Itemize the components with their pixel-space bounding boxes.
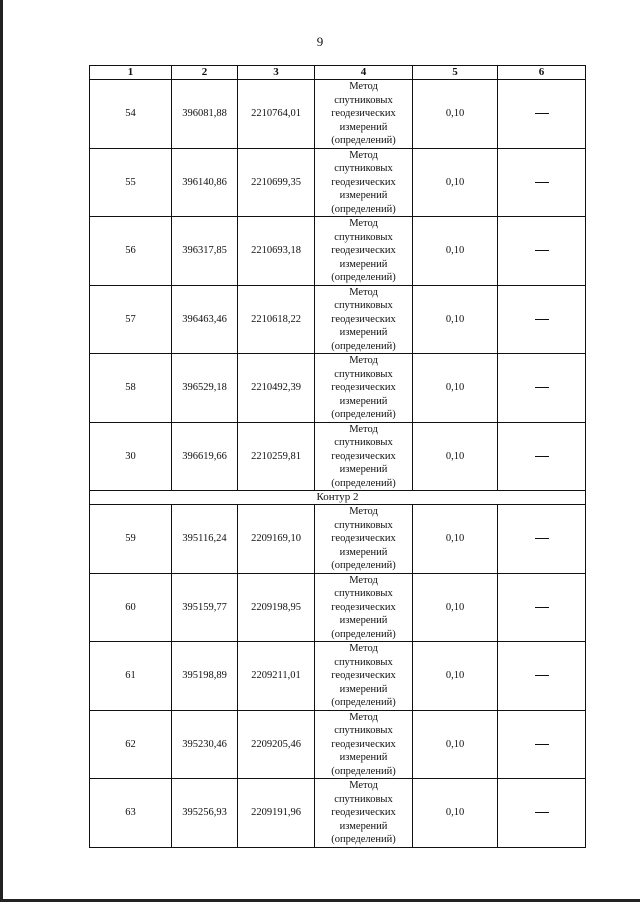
accuracy-value: 0,10 — [413, 422, 498, 491]
method-cell — [315, 285, 413, 354]
method-line: Метод — [349, 218, 378, 229]
method-line: Метод — [349, 506, 378, 517]
empty-dash-cell — [498, 80, 586, 149]
method-line: (определений) — [331, 409, 396, 420]
coordinate-x: 396317,85 — [172, 217, 238, 286]
method-line: геодезических — [331, 738, 396, 750]
dash-icon — [535, 812, 549, 813]
accuracy-value: 0,10 — [413, 148, 498, 217]
coordinate-x: 395256,93 — [172, 779, 238, 848]
method-line: спутниковых — [334, 231, 393, 243]
table-row — [90, 80, 586, 149]
method-cell — [315, 217, 413, 286]
coordinate-y: 2210699,35 — [238, 148, 315, 217]
method-line: (определений) — [331, 697, 396, 708]
coordinate-y: 2209198,95 — [238, 573, 315, 642]
method-line: спутниковых — [334, 793, 393, 805]
method-line: измерений — [339, 820, 388, 832]
section-title: Контур 2 — [90, 491, 586, 505]
method-line: измерений — [339, 546, 388, 558]
table-row — [90, 710, 586, 779]
method-line: Метод — [349, 780, 378, 791]
method-line: Метод — [349, 423, 378, 435]
empty-dash-cell — [498, 779, 586, 848]
table-row — [90, 422, 586, 491]
coordinate-x: 396529,18 — [172, 354, 238, 423]
method-line: измерений — [339, 190, 388, 201]
dash-icon — [535, 182, 549, 183]
empty-dash-cell — [498, 710, 586, 779]
method-line: измерений — [339, 752, 388, 763]
coordinate-y: 2210618,22 — [238, 285, 315, 354]
method-line: Метод — [349, 574, 378, 586]
method-line: геодезических — [331, 601, 396, 613]
table-row — [90, 217, 586, 286]
method-line: (определений) — [331, 135, 396, 146]
coordinate-y: 2209169,10 — [238, 505, 315, 574]
table-row — [90, 505, 586, 574]
coordinate-y: 2210693,18 — [238, 217, 315, 286]
dash-icon — [535, 675, 549, 676]
method-line: измерений — [339, 327, 388, 338]
point-number: 54 — [90, 80, 172, 149]
method-line: измерений — [339, 683, 388, 695]
method-line: спутниковых — [334, 368, 393, 380]
dash-icon — [535, 744, 549, 745]
method-line: (определений) — [331, 203, 396, 215]
coordinate-x: 395159,77 — [172, 573, 238, 642]
column-header-3: 3 — [238, 66, 315, 80]
table-row — [90, 779, 586, 848]
column-header-2: 2 — [172, 66, 238, 80]
accuracy-value: 0,10 — [413, 285, 498, 354]
scan-edge-left — [0, 0, 3, 902]
dash-icon — [535, 456, 549, 457]
method-line: измерений — [339, 121, 388, 133]
dash-icon — [535, 250, 549, 251]
coordinate-y: 2210492,39 — [238, 354, 315, 423]
accuracy-value: 0,10 — [413, 573, 498, 642]
dash-icon — [535, 113, 549, 114]
method-line: Метод — [349, 711, 378, 723]
method-line: спутниковых — [334, 656, 393, 668]
method-line: спутниковых — [334, 437, 393, 448]
method-cell — [315, 80, 413, 149]
method-line: спутниковых — [334, 725, 393, 736]
empty-dash-cell — [498, 217, 586, 286]
point-number: 58 — [90, 354, 172, 423]
coordinate-y: 2209191,96 — [238, 779, 315, 848]
point-number: 55 — [90, 148, 172, 217]
accuracy-value: 0,10 — [413, 217, 498, 286]
method-line: геодезических — [331, 313, 396, 325]
empty-dash-cell — [498, 285, 586, 354]
column-header-5: 5 — [413, 66, 498, 80]
point-number: 63 — [90, 779, 172, 848]
column-header-6: 6 — [498, 66, 586, 80]
coordinate-x: 396619,66 — [172, 422, 238, 491]
dash-icon — [535, 607, 549, 608]
method-cell — [315, 148, 413, 217]
coordinate-x: 395230,46 — [172, 710, 238, 779]
accuracy-value: 0,10 — [413, 354, 498, 423]
method-line: спутниковых — [334, 588, 393, 599]
method-line: измерений — [339, 464, 388, 475]
coordinate-y: 2210259,81 — [238, 422, 315, 491]
point-number: 60 — [90, 573, 172, 642]
coordinate-x: 395198,89 — [172, 642, 238, 711]
method-line: (определений) — [331, 834, 396, 845]
empty-dash-cell — [498, 505, 586, 574]
point-number: 56 — [90, 217, 172, 286]
method-line: (определений) — [331, 765, 396, 777]
coordinate-y: 2209211,01 — [238, 642, 315, 711]
point-number: 61 — [90, 642, 172, 711]
coordinate-x: 396140,86 — [172, 148, 238, 217]
method-line: измерений — [339, 395, 388, 407]
method-line: Метод — [349, 643, 378, 654]
method-line: (определений) — [331, 560, 396, 571]
accuracy-value: 0,10 — [413, 779, 498, 848]
empty-dash-cell — [498, 422, 586, 491]
coordinate-x: 396463,46 — [172, 285, 238, 354]
method-line: Метод — [349, 81, 378, 92]
method-cell — [315, 354, 413, 423]
method-line: (определений) — [331, 477, 396, 489]
method-line: измерений — [339, 258, 388, 270]
table-row — [90, 148, 586, 217]
table-row — [90, 354, 586, 423]
column-header-1: 1 — [90, 66, 172, 80]
method-line: геодезических — [331, 245, 396, 256]
method-line: спутниковых — [334, 94, 393, 106]
method-cell — [315, 573, 413, 642]
accuracy-value: 0,10 — [413, 505, 498, 574]
dash-icon — [535, 387, 549, 388]
column-header-4: 4 — [315, 66, 413, 80]
method-cell — [315, 779, 413, 848]
table-row — [90, 642, 586, 711]
method-line: геодезических — [331, 807, 396, 818]
method-line: геодезических — [331, 108, 396, 119]
method-cell — [315, 422, 413, 491]
method-line: геодезических — [331, 670, 396, 681]
method-line: Метод — [349, 286, 378, 298]
method-line: геодезических — [331, 382, 396, 393]
empty-dash-cell — [498, 354, 586, 423]
accuracy-value: 0,10 — [413, 642, 498, 711]
method-line: (определений) — [331, 628, 396, 640]
method-cell — [315, 505, 413, 574]
method-cell — [315, 710, 413, 779]
empty-dash-cell — [498, 148, 586, 217]
method-line: (определений) — [331, 340, 396, 352]
method-line: измерений — [339, 615, 388, 626]
dash-icon — [535, 538, 549, 539]
coordinate-y: 2209205,46 — [238, 710, 315, 779]
page-number: 9 — [316, 34, 324, 49]
method-line: геодезических — [331, 450, 396, 462]
method-line: спутниковых — [334, 163, 393, 174]
point-number: 59 — [90, 505, 172, 574]
coordinate-y: 2210764,01 — [238, 80, 315, 149]
table-row — [90, 573, 586, 642]
method-line: геодезических — [331, 176, 396, 188]
coordinates-table — [89, 65, 586, 848]
point-number: 30 — [90, 422, 172, 491]
method-line: Метод — [349, 355, 378, 366]
method-line: геодезических — [331, 533, 396, 544]
table-row — [90, 285, 586, 354]
table-body — [90, 80, 586, 848]
accuracy-value: 0,10 — [413, 80, 498, 149]
method-line: спутниковых — [334, 519, 393, 531]
empty-dash-cell — [498, 573, 586, 642]
dash-icon — [535, 319, 549, 320]
accuracy-value: 0,10 — [413, 710, 498, 779]
method-line: Метод — [349, 149, 378, 161]
coordinate-x: 395116,24 — [172, 505, 238, 574]
table-header — [90, 66, 586, 80]
method-cell — [315, 642, 413, 711]
method-line: (определений) — [331, 272, 396, 283]
section-row — [90, 491, 586, 505]
method-line: спутниковых — [334, 300, 393, 311]
point-number: 57 — [90, 285, 172, 354]
coordinate-x: 396081,88 — [172, 80, 238, 149]
empty-dash-cell — [498, 642, 586, 711]
point-number: 62 — [90, 710, 172, 779]
